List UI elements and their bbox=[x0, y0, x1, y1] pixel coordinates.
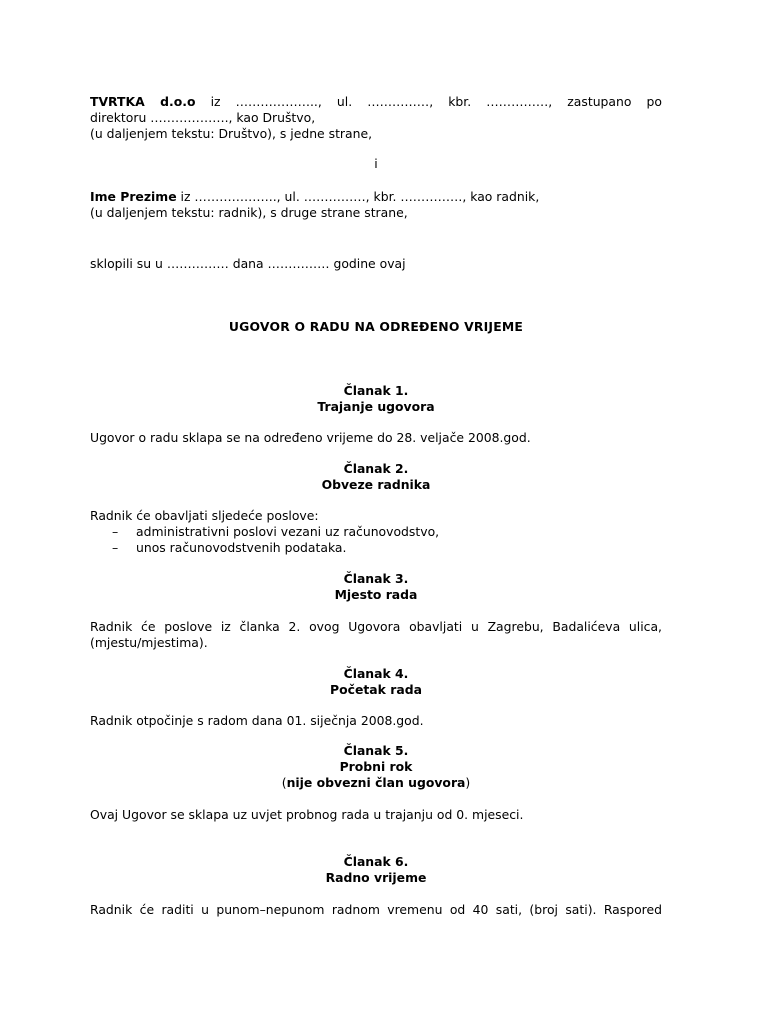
paren-close: ) bbox=[465, 775, 471, 790]
article-6-text: Radnik će raditi u punom–nepunom radnom vremenu od 40 sati, (broj sati). Raspored bbox=[90, 902, 662, 917]
party2-name: Ime Prezime bbox=[90, 189, 177, 204]
article-1-text: Ugovor o radu sklapa se na određeno vrijeme do 28. veljače 2008.god. bbox=[90, 430, 531, 445]
article-5-note-text: nije obvezni član ugovora bbox=[286, 775, 466, 790]
party2-line2: (u daljenjem tekstu: radnik), s druge strane strane, bbox=[90, 205, 408, 220]
article-3-number: Članak 3. bbox=[343, 571, 409, 586]
conjunction: i bbox=[374, 156, 378, 171]
party1-line1 bbox=[90, 94, 662, 110]
article-2-text: Radnik će obavljati sljedeće poslove: bbox=[90, 508, 319, 523]
party1-line1-rest: iz ……………….., ul. ……………, kbr. ……………, zastupano po bbox=[195, 94, 662, 109]
bullet-dash: – bbox=[112, 524, 119, 539]
article-5-number: Članak 5. bbox=[343, 743, 409, 758]
article-2-number: Članak 2. bbox=[343, 461, 409, 476]
article-5-text: Ovaj Ugovor se sklapa uz uvjet probnog rada u trajanju od 0. mjeseci. bbox=[90, 807, 524, 822]
article-6-number: Članak 6. bbox=[343, 854, 409, 869]
concluded-line: sklopili su u …………… dana …………… godine ovaj bbox=[90, 256, 406, 271]
party1-name: TVRTKA d.o.o bbox=[90, 94, 196, 109]
list-item-text: administrativni poslovi vezani uz računovodstvo, bbox=[136, 524, 440, 539]
paren-open: ( bbox=[281, 775, 287, 790]
article-3-text-line1: Radnik će poslove iz članka 2. ovog Ugovora obavljati u Zagrebu, Badalićeva ulica, bbox=[90, 619, 662, 634]
article-4-heading: Početak rada bbox=[330, 682, 422, 697]
document-title: UGOVOR O RADU NA ODREĐENO VRIJEME bbox=[228, 319, 524, 334]
article-4-text: Radnik otpočinje s radom dana 01. siječnja 2008.god. bbox=[90, 713, 424, 728]
article-1-heading: Trajanje ugovora bbox=[317, 399, 435, 414]
article-6-heading: Radno vrijeme bbox=[325, 870, 427, 885]
article-3-text-line2: (mjestu/mjestima). bbox=[90, 635, 208, 650]
list-item-text: unos računovodstvenih podataka. bbox=[136, 540, 347, 555]
list-item bbox=[90, 524, 662, 540]
list-item bbox=[90, 540, 662, 556]
article-5-note bbox=[90, 775, 662, 791]
article-4-number: Članak 4. bbox=[343, 666, 409, 681]
party1-line3: (u daljenjem tekstu: Društvo), s jedne strane, bbox=[90, 126, 373, 141]
article-3-heading: Mjesto rada bbox=[334, 587, 418, 602]
bullet-dash: – bbox=[112, 540, 119, 555]
article-2-heading: Obveze radnika bbox=[321, 477, 431, 492]
party1-line2: direktoru ………………., kao Društvo, bbox=[90, 110, 316, 125]
party2-line1 bbox=[90, 189, 662, 205]
article-2-duties-list bbox=[90, 524, 662, 556]
article-5-heading: Probni rok bbox=[339, 759, 413, 774]
party2-line1-rest: iz ……………….., ul. ……………, kbr. ……………, kao radnik, bbox=[176, 189, 540, 204]
article-1-number: Članak 1. bbox=[343, 383, 409, 398]
